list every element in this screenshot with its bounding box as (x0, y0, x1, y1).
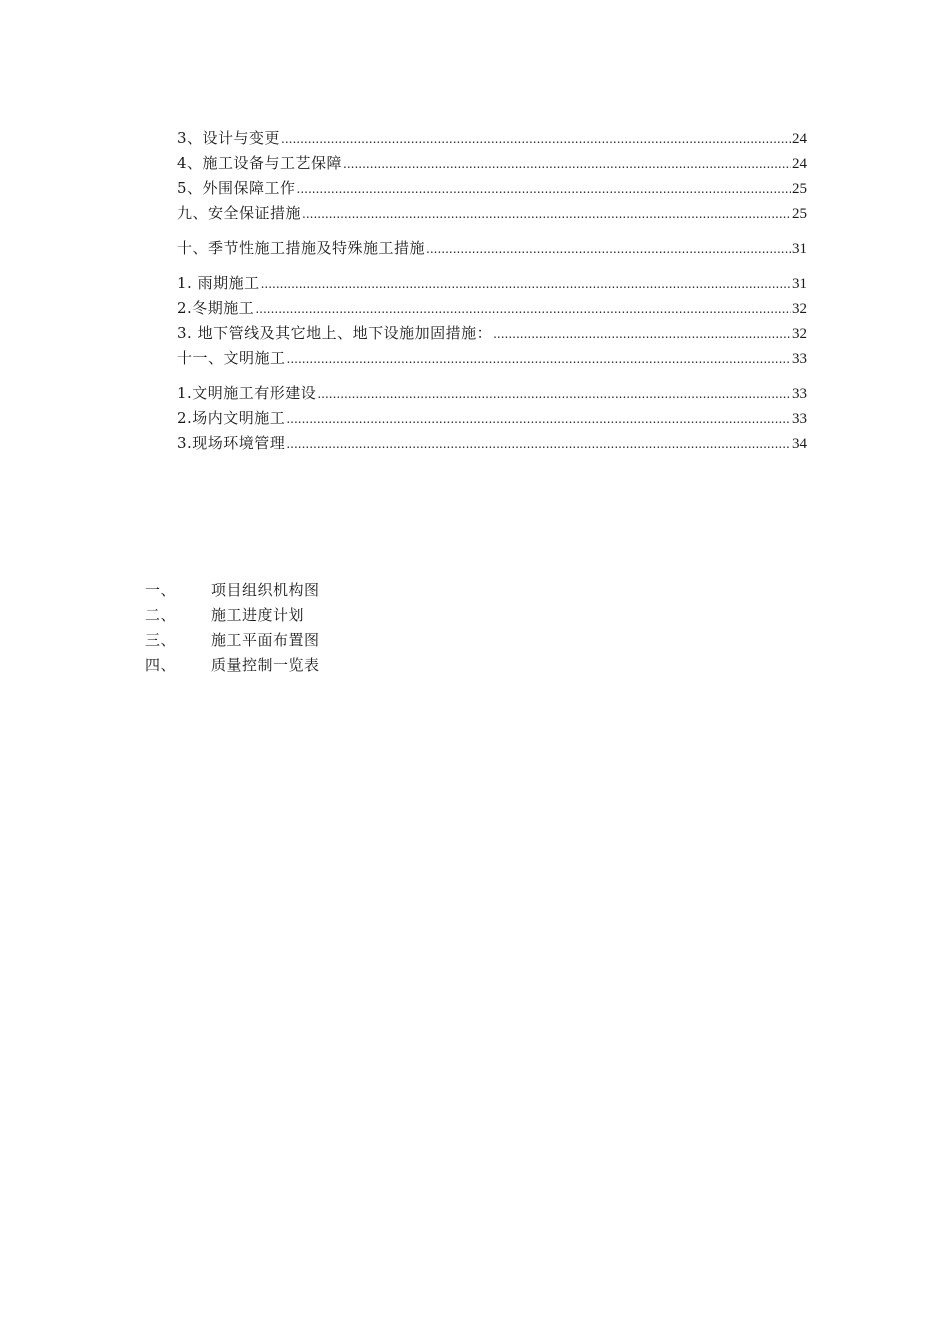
toc-page-number: 33 (792, 411, 807, 427)
toc-dot-leader (302, 202, 791, 227)
toc-dot-leader (255, 297, 791, 322)
toc-entry-label: 十一、文明施工 (177, 349, 286, 367)
toc-entry-label: 十、季节性施工措施及特殊施工措施 (177, 239, 426, 257)
toc-dot-leader (286, 432, 791, 457)
toc-dot-leader (317, 382, 791, 407)
toc-page-number: 34 (792, 436, 807, 452)
appendix-item-title: 质量控制一览表 (211, 656, 320, 674)
toc-entry[interactable] (177, 381, 807, 406)
appendix-item-number: 一、 (145, 581, 177, 599)
appendix-item-number: 二、 (145, 606, 177, 624)
toc-entry[interactable] (177, 151, 807, 176)
toc-entry-label: 1.文明施工有形建设 (177, 384, 317, 402)
toc-entry-label: 2.场内文明施工 (177, 409, 286, 427)
toc-page-number: 31 (792, 241, 807, 257)
toc-entry[interactable] (177, 176, 807, 201)
appendix-item (145, 603, 320, 628)
appendix-item-number: 四、 (145, 656, 177, 674)
toc-page-number: 33 (792, 351, 807, 367)
toc-entry[interactable] (177, 126, 807, 151)
appendix-item (145, 653, 320, 678)
toc-entry-label: 3、设计与变更 (177, 129, 281, 147)
appendix-item (145, 578, 320, 603)
toc-page-number: 24 (792, 156, 807, 172)
toc-page-number: 33 (792, 386, 807, 402)
toc-dot-leader (297, 177, 791, 202)
toc-entry[interactable] (177, 201, 807, 226)
toc-dot-leader (286, 407, 791, 432)
toc-dot-leader (281, 127, 791, 152)
toc-entry-label: 九、安全保证措施 (177, 204, 302, 222)
toc-dot-leader (287, 347, 791, 372)
toc-entry-label: 3. 地下管线及其它地上、地下设施加固措施： (177, 324, 493, 342)
toc-entry[interactable] (177, 271, 807, 296)
toc-entry-label: 4、施工设备与工艺保障 (177, 154, 343, 172)
toc-page-number: 24 (792, 131, 807, 147)
table-of-contents (177, 126, 807, 456)
appendix-item-title: 施工进度计划 (211, 606, 305, 624)
appendix-item (145, 628, 320, 653)
appendix-item-title: 项目组织机构图 (211, 581, 320, 599)
toc-dot-leader (426, 237, 791, 262)
toc-entry-label: 1. 雨期施工 (177, 274, 260, 292)
appendix-item-title: 施工平面布置图 (211, 631, 320, 649)
toc-dot-leader (261, 272, 791, 297)
toc-page-number: 32 (792, 301, 807, 317)
toc-page-number: 31 (792, 276, 807, 292)
toc-entry-label: 2.冬期施工 (177, 299, 255, 317)
toc-entry[interactable] (177, 431, 807, 456)
toc-entry[interactable] (177, 346, 807, 371)
appendix-list (145, 578, 320, 678)
toc-entry[interactable] (177, 296, 807, 321)
toc-entry-label: 5、外围保障工作 (177, 179, 296, 197)
toc-entry[interactable] (177, 406, 807, 431)
toc-entry[interactable] (177, 236, 807, 261)
toc-dot-leader (493, 322, 791, 347)
toc-dot-leader (343, 152, 791, 177)
toc-page-number: 25 (792, 181, 807, 197)
toc-page-number: 32 (792, 326, 807, 342)
toc-page-number: 25 (792, 206, 807, 222)
toc-entry[interactable] (177, 321, 807, 346)
toc-entry-label: 3.现场环境管理 (177, 434, 286, 452)
appendix-item-number: 三、 (145, 631, 177, 649)
